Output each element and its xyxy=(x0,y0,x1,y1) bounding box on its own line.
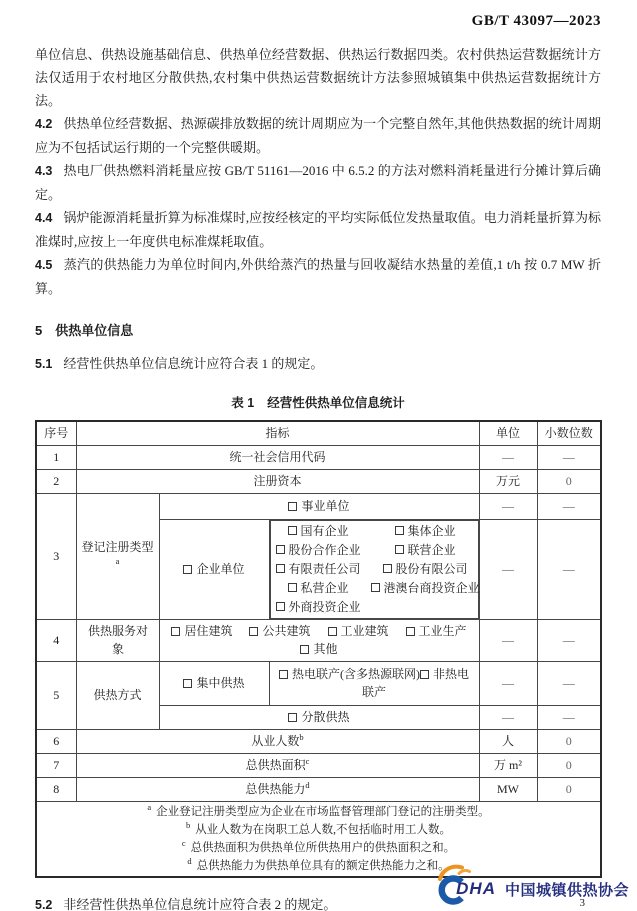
indicator-label: 供热服务对象 xyxy=(76,619,159,661)
footnote-ref: b xyxy=(299,732,304,742)
checkbox-icon xyxy=(249,627,258,636)
table-row xyxy=(36,445,601,469)
checkbox-icon xyxy=(328,627,337,636)
option-cell xyxy=(159,493,479,519)
unit-cell: — xyxy=(479,519,537,619)
unit-cell: 万元 xyxy=(479,469,537,493)
row-no: 4 xyxy=(36,619,76,661)
header-unit: 单位 xyxy=(479,421,537,445)
unit-cell: — xyxy=(479,705,537,729)
checkbox-option: 工业生产 xyxy=(406,624,467,638)
decimals-cell: — xyxy=(537,519,601,619)
page-number: 3 xyxy=(579,897,585,909)
checkbox-icon xyxy=(395,526,404,535)
option-line xyxy=(165,622,474,640)
checkbox-option: 非热电联产 xyxy=(361,667,469,699)
checkbox-icon xyxy=(406,627,415,636)
decimals-cell: — xyxy=(537,661,601,705)
footnote: $^d$ 总供热能力为供热单位具有的额定供热能力之和。 xyxy=(187,855,450,872)
indicator-label: 供热方式 xyxy=(76,661,159,729)
indicator-cell: 从业人数$^b$ xyxy=(76,729,479,753)
checkbox-option: 国有企业 xyxy=(276,522,361,541)
indicator-cell: 总供热面积$^c$ xyxy=(76,753,479,777)
checkbox-option: 热电联产(含多热源联网) xyxy=(279,667,420,681)
checkbox-icon xyxy=(288,526,297,535)
table-header-row xyxy=(36,421,601,445)
checkbox-icon xyxy=(276,564,285,573)
footnote: $^c$ 总供热面积为供热单位所供热用户的供热面积之和。 xyxy=(181,837,456,854)
association-logo xyxy=(435,864,629,906)
checkbox-icon xyxy=(288,713,297,722)
decimals-cell: 0 xyxy=(537,729,601,753)
table-row xyxy=(36,493,601,519)
table-1-caption xyxy=(35,393,601,411)
table-row xyxy=(36,777,601,801)
footnote: $^a$ 企业登记注册类型应为企业在市场监督管理部门登记的注册类型。 xyxy=(147,801,490,818)
row-no: 3 xyxy=(36,493,76,619)
row-no: 5 xyxy=(36,661,76,729)
clause-number: 4.2 xyxy=(35,117,53,131)
table-row xyxy=(36,661,601,705)
checkbox-option: 联营企业 xyxy=(371,541,480,560)
table-1 xyxy=(35,420,602,878)
unit-cell: — xyxy=(479,445,537,469)
row-no: 2 xyxy=(36,469,76,493)
checkbox-icon xyxy=(420,670,429,679)
checkbox-icon xyxy=(383,564,392,573)
clause-number: 5.2 xyxy=(35,897,53,911)
logo-acronym: DHA xyxy=(456,879,496,898)
checkbox-option: 有限责任公司 xyxy=(276,560,361,579)
label-text: 登记注册类型 xyxy=(81,540,154,554)
section-title: 供热单位信息 xyxy=(55,323,134,338)
clause-4-2 xyxy=(35,112,601,159)
unit-cell: MW xyxy=(479,777,537,801)
clause-number: 4.5 xyxy=(35,258,53,272)
decimals-cell: 0 xyxy=(537,777,601,801)
checkbox-icon xyxy=(300,645,309,654)
checkbox-option: 外商投资企业 xyxy=(276,598,361,617)
checkbox-option: 居住建筑 xyxy=(171,624,232,638)
option-cell xyxy=(159,519,269,619)
option-column xyxy=(276,522,361,617)
clause-text: 供热单位经营数据、热源碳排放数据的统计周期应为一个完整自然年,其他供热数据的统计周期应为不包括试运行期的一个完整供暖期。 xyxy=(35,116,601,155)
checkbox-option: 分散供热 xyxy=(288,710,349,724)
indicator-label xyxy=(76,493,159,619)
checkbox-icon xyxy=(276,602,285,611)
checkbox-option: 股份有限公司 xyxy=(371,560,480,579)
row-no: 7 xyxy=(36,753,76,777)
clause-text: 非经营性供热单位信息统计应符合表 2 的规定。 xyxy=(63,896,337,911)
option-line xyxy=(165,640,474,658)
unit-cell: — xyxy=(479,661,537,705)
checkbox-icon xyxy=(395,545,404,554)
checkbox-option: 港澳台商投资企业 xyxy=(371,579,480,598)
table-row xyxy=(36,729,601,753)
standard-number: GB/T 43097—2023 xyxy=(471,13,601,29)
body-text xyxy=(35,43,601,300)
clause-4-4 xyxy=(35,206,601,253)
checkbox-option: 其他 xyxy=(300,642,337,656)
checkbox-option: 工业建筑 xyxy=(328,624,389,638)
checkbox-option: 企业单位 xyxy=(183,562,244,576)
indicator-cell: 总供热能力$^d$ xyxy=(76,777,479,801)
option-column xyxy=(371,522,480,617)
checkbox-icon xyxy=(371,583,380,592)
decimals-cell: — xyxy=(537,445,601,469)
indicator-cell: 注册资本 xyxy=(76,469,479,493)
decimals-cell: — xyxy=(537,705,601,729)
enterprise-type-options xyxy=(270,520,479,619)
clause-text: 锅炉能源消耗量折算为标准煤时,应按经核定的平均实际低位发热量取值。电力消耗量折算为标准煤时,应按上一年度供电标准煤耗取值。 xyxy=(35,210,601,249)
checkbox-icon xyxy=(183,565,192,574)
unit-cell: — xyxy=(479,493,537,519)
unit-cell: 万 m² xyxy=(479,753,537,777)
checkbox-option: 公共建筑 xyxy=(249,624,310,638)
table-row xyxy=(36,619,601,661)
checkbox-option: 集体企业 xyxy=(371,522,480,541)
table-row xyxy=(36,753,601,777)
row-no: 6 xyxy=(36,729,76,753)
checkbox-icon xyxy=(171,627,180,636)
paragraph-continuation xyxy=(35,43,601,112)
checkbox-option: 事业单位 xyxy=(288,499,349,513)
clause-4-3 xyxy=(35,159,601,206)
clause-4-5 xyxy=(35,253,601,300)
decimals-cell: — xyxy=(537,493,601,519)
clause-number: 4.4 xyxy=(35,211,53,225)
header-no: 序号 xyxy=(36,421,76,445)
checkbox-icon xyxy=(288,502,297,511)
checkbox-icon xyxy=(183,679,192,688)
indicator-cell: 统一社会信用代码 xyxy=(76,445,479,469)
option-cell xyxy=(159,661,269,705)
header-indicator: 指标 xyxy=(76,421,479,445)
checkbox-option: 股份合作企业 xyxy=(276,541,361,560)
checkbox-option: 私营企业 xyxy=(276,579,361,598)
unit-cell: 人 xyxy=(479,729,537,753)
decimals-cell: 0 xyxy=(537,469,601,493)
service-target-options xyxy=(159,619,479,661)
footnote-ref: a xyxy=(115,556,120,566)
checkbox-option: 集中供热 xyxy=(183,676,244,690)
clause-number: 5.1 xyxy=(35,357,53,371)
row-no: 1 xyxy=(36,445,76,469)
table-label: 表 1 xyxy=(231,396,255,410)
option-cell xyxy=(159,705,479,729)
chp-options xyxy=(269,661,479,705)
table-title: 经营性供热单位信息统计 xyxy=(267,396,405,410)
checkbox-icon xyxy=(288,583,297,592)
decimals-cell: — xyxy=(537,619,601,661)
logo-association-name: 中国城镇供热协会 xyxy=(504,882,629,899)
footnote: $^b$ 从业人数为在岗职工总人数,不包括临时用工人数。 xyxy=(185,819,452,836)
checkbox-icon xyxy=(279,670,288,679)
footnote-ref: d xyxy=(305,780,310,790)
row-no: 8 xyxy=(36,777,76,801)
table-row xyxy=(36,469,601,493)
clause-text: 单位信息、供热设施基础信息、供热单位经营数据、供热运行数据四类。农村供热运营数据统计方法仅适用于农村地区分散供热,农村集中供热运营数据统计方法参照城镇集中供热运营数据统计方法。 xyxy=(35,47,601,108)
unit-cell: — xyxy=(479,619,537,661)
clause-5-1 xyxy=(35,352,601,376)
section-number: 5 xyxy=(35,323,43,338)
footnote-ref: c xyxy=(305,756,310,766)
checkbox-icon xyxy=(276,545,285,554)
clause-text: 热电厂供热燃料消耗量应按 GB/T 51161—2016 中 6.5.2 的方法对燃料消耗量进行分摊计算后确定。 xyxy=(35,163,601,202)
decimals-cell: 0 xyxy=(537,753,601,777)
header-decimals: 小数位数 xyxy=(537,421,601,445)
section-5-heading xyxy=(35,320,601,339)
clause-number: 4.3 xyxy=(35,164,53,178)
clause-text: 蒸汽的供热能力为单位时间内,外供给蒸汽的热量与回收凝结水热量的差值,1 t/h 按 0.7 MW 折算。 xyxy=(35,257,601,296)
clause-text: 经营性供热单位信息统计应符合表 1 的规定。 xyxy=(63,356,324,371)
